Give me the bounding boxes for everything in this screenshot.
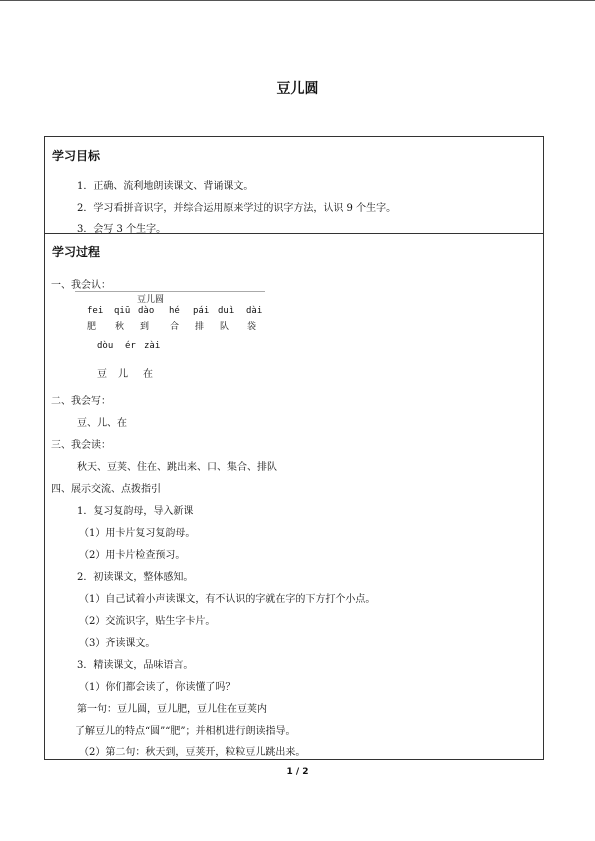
section-one-label: 一、我会认： [51,280,111,291]
step-heading: 3．精读课文，品味语言。 [77,660,194,671]
pinyin: pái [193,306,210,316]
write-chars: 豆、儿、在 [77,418,127,429]
goals-heading: 学习目标 [52,149,101,163]
divider [75,291,265,292]
step-item: （1）你们都会读了，你读懂了吗？ [79,682,236,693]
character: 排 [195,322,205,332]
pinyin: dào [138,306,155,316]
read-words: 秋天、豆荚、住在、跳出来、口、集合、排队 [77,462,277,473]
character: 在 [143,369,153,380]
step-item: （2）第二句：秋天到，豆荚开，粒粒豆儿跳出来。 [79,747,306,758]
pinyin: dài [246,306,263,316]
step-item: （2）用卡片检查预习。 [79,550,186,561]
pinyin: zài [144,341,161,351]
card-label: 豆儿圆 [137,295,165,305]
character: 儿 [118,369,128,380]
header-rule [0,0,595,1]
step-heading: 2．初读课文，整体感知。 [77,572,194,583]
process-section [44,233,544,760]
pinyin: dòu [97,341,114,351]
pinyin: qiū [114,306,131,316]
character: 肥 [87,322,97,332]
step-text: 了解豆儿的特点“圆”“肥”；并相机进行朗读指导。 [75,726,296,737]
section-four-label: 四、展示交流、点拨指引 [51,484,161,495]
character: 秋 [115,322,125,332]
step-item: （3）齐读课文。 [79,638,156,649]
character: 豆 [97,369,107,380]
step-item: （1）自己试着小声读课文，有不认识的字就在字的下方打个小点。 [79,594,376,605]
section-two-label: 二、我会写： [51,396,111,407]
step-item: （2）交流识字，贴生字卡片。 [79,616,216,627]
page-title: 豆儿圆 [276,81,319,97]
pinyin: ér [125,341,136,351]
character: 到 [140,322,150,332]
page-number: 1 / 2 [286,767,309,777]
step-text: 第一句：豆儿圆，豆儿肥，豆儿住在豆荚内 [77,704,267,715]
pinyin-row [87,306,287,318]
character: 队 [220,322,230,332]
pinyin: hé [169,306,180,316]
goal-item: 2．学习看拼音识字，并综合运用原来学过的识字方法，认识 9 个生字。 [77,203,397,214]
character: 袋 [247,322,257,332]
section-three-label: 三、我会读： [51,440,111,451]
step-item: （1）用卡片复习复韵母。 [79,528,196,539]
goal-item: 1．正确、流利地朗读课文、背诵课文。 [77,181,254,192]
character-row [87,319,287,331]
character-row [97,365,177,380]
process-heading: 学习过程 [52,245,101,259]
goals-section [44,136,544,234]
pinyin-row [97,341,177,353]
pinyin: fei [87,306,104,316]
step-heading: 1．复习复韵母，导入新课 [77,506,194,517]
character: 合 [170,322,180,332]
goal-item: 3．会写 3 个生字。 [77,224,167,235]
pinyin: duì [218,306,235,316]
